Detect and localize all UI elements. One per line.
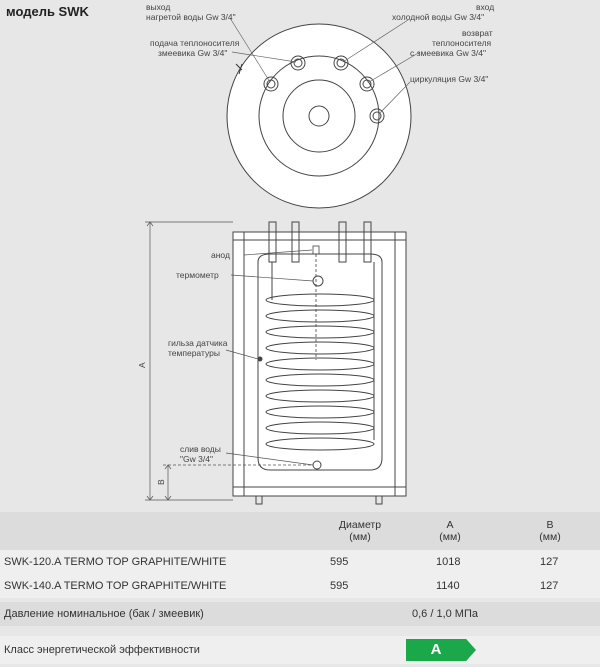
label-sensor-1: гильза датчика [168,338,228,348]
label-hot-out-2: нагретой воды Gw 3/4" [146,12,236,22]
row-diameter: 595 [330,556,349,568]
header-diameter: Диаметр (мм) [338,519,382,543]
label-drain-2: "Gw 3/4" [180,454,213,464]
energy-row [0,636,600,664]
row-a: 1140 [436,580,460,592]
label-supply-1: подача теплоносителя [150,38,240,48]
label-sensor-2: температуры [168,348,220,358]
row-b: 127 [540,580,559,592]
table-header [0,512,600,550]
label-supply-2: змеевика Gw 3/4" [158,48,228,58]
label-return-1: возврат [462,28,493,38]
label-thermometer: термометр [176,270,219,280]
top-outer-circle [227,24,411,208]
outer-casing [233,232,406,496]
header-b: B (мм) [539,519,561,543]
label-return-2: теплоносителя [432,38,492,48]
model-title: модель SWK [6,4,89,19]
label-hot-out-1: выход [146,2,171,12]
row-a: 1018 [436,556,461,568]
energy-class-value: A [430,641,442,658]
label-return-3: с змеевика Gw 3/4" [410,48,487,58]
table-row [0,550,600,575]
row-diameter: 595 [330,580,349,592]
pressure-label: Давление номинальное (бак / змеевик) [4,608,204,620]
row-b: 127 [540,556,559,568]
header-a: A (мм) [439,519,461,543]
dim-a-label: A [137,362,147,368]
top-view [227,18,420,208]
pressure-row [0,602,600,626]
label-anode: анод [211,250,230,260]
energy-class-badge [406,639,476,661]
label-circulation: циркуляция Gw 3/4" [410,74,489,84]
label-drain-1: слив воды [180,444,221,454]
sensor-sleeve [258,357,262,361]
row-model: SWK-140.A TERMO TOP GRAPHITE/WHITE [4,580,227,592]
side-view-labels [137,250,230,485]
energy-label: Класс энергетической эффективности [4,644,200,656]
pressure-value: 0,6 / 1,0 МПа [412,608,478,620]
label-cold-in-2: холодной воды Gw 3/4" [392,12,485,22]
dim-b-label: B [156,479,166,485]
table-row [0,574,600,598]
label-cold-in-1: вход [476,2,495,12]
row-model: SWK-120.A TERMO TOP GRAPHITE/WHITE [4,556,227,568]
